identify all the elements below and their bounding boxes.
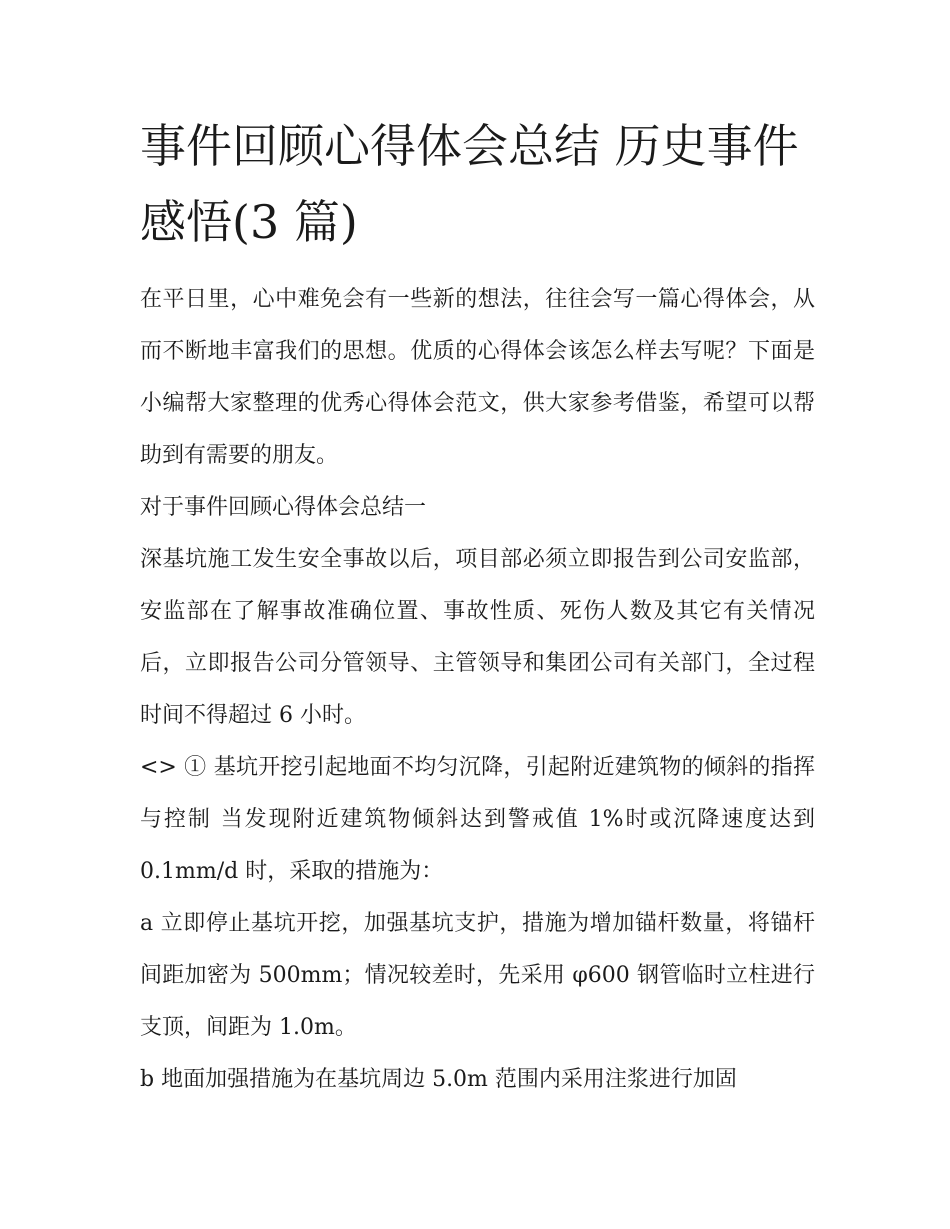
document-page (140, 108, 815, 1106)
document-title: 事件回顾心得体会总结 历史事件感悟(3 篇) (140, 119, 799, 249)
body-paragraph: 深基坑施工发生安全事故以后，项目部必须立即报告到公司安监部，安监部在了解事故准确位置、事故性质、死伤人数及其它有关情况后，立即报告公司分管领导、主管领导和集团公司有关部门，全过程时间不得超过 6 小时。 (140, 547, 815, 728)
intro-paragraph: 在平日里，心中难免会有一些新的想法，往往会写一篇心得体会，从而不断地丰富我们的思想。优质的心得体会该怎么样去写呢？下面是小编帮大家整理的优秀心得体会范文，供大家参考借鉴，希望可以帮助到有需要的朋友。 (140, 287, 815, 468)
section-heading: 对于事件回顾心得体会总结一 (140, 495, 427, 520)
body-paragraph: <> ① 基坑开挖引起地面不均匀沉降，引起附近建筑物的倾斜的指挥与控制 当发现附近建筑物倾斜达到警戒值 1%时或沉降速度达到 0.1mm/d 时，采取的措施为： (140, 755, 815, 884)
body-paragraph: a 立即停止基坑开挖，加强基坑支护，措施为增加锚杆数量，将锚杆间距加密为 500mm；情况较差时，先采用 φ600 钢管临时立柱进行支顶，间距为 1.0m。 (140, 911, 815, 1040)
body-paragraph: b 地面加强措施为在基坑周边 5.0m 范围内采用注浆进行加固 (140, 1067, 737, 1092)
